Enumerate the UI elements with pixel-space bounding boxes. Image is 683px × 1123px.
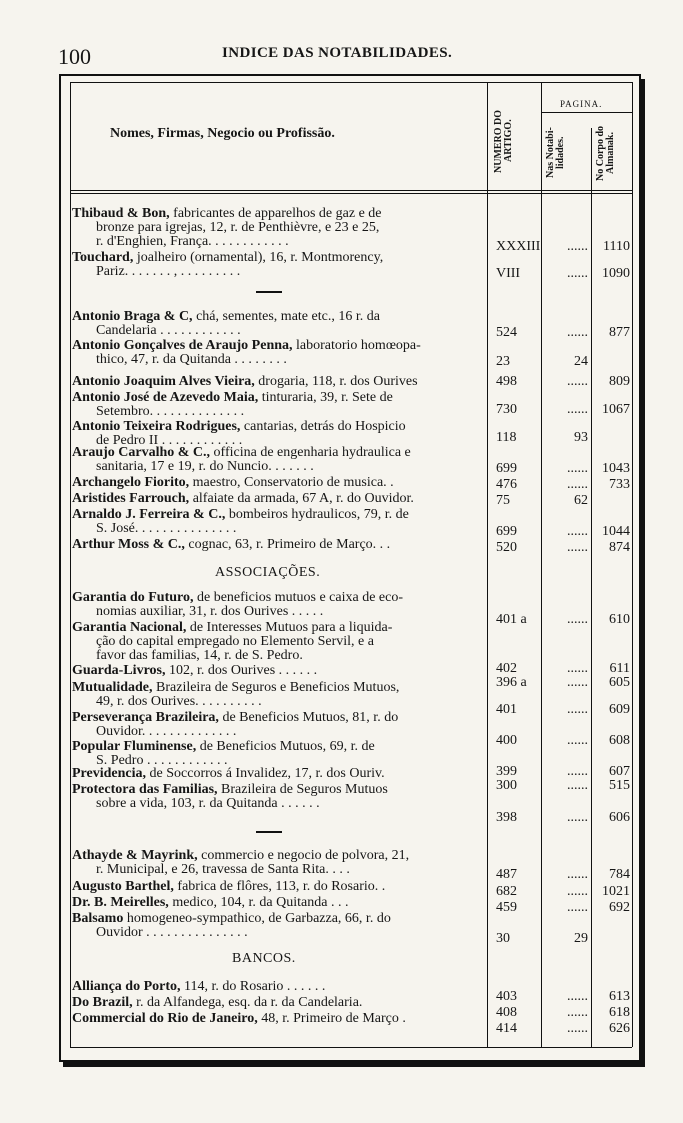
artigo-number: 118	[496, 430, 517, 445]
almanak-page: 809	[609, 374, 630, 389]
entry-description: de Soccorros á Invalidez, 17, r. dos Ouriv.	[146, 767, 385, 781]
entry-name: Dr. B. Meirelles,	[72, 896, 169, 910]
entry-line	[96, 405, 244, 419]
artigo-number: 75	[496, 493, 510, 508]
entry-description: fabrica de flôres, 113, r. do Rosario. .	[173, 880, 386, 894]
artigo-number: 400	[496, 733, 517, 748]
artigo-number: 401 a	[496, 612, 527, 627]
entry-line	[72, 740, 375, 754]
entry-name: Archangelo Fiorito,	[72, 476, 190, 490]
entry-line	[72, 446, 411, 460]
entry-line	[72, 849, 409, 863]
entry-description: S. José. . . . . . . . . . . . . . .	[96, 522, 237, 536]
entry-line	[72, 681, 399, 695]
entry-name: Alliança do Porto,	[72, 980, 181, 994]
artigo-number: 300	[496, 778, 517, 793]
entry-line	[72, 591, 403, 605]
entry-line	[72, 711, 398, 725]
artigo-number: 476	[496, 477, 517, 492]
entry-description: r. da Alfandega, esq. da r. da Candelaria.	[132, 996, 363, 1010]
entry-description: de Beneficios Mutuos, 81, r. do	[218, 711, 399, 725]
entry-description: r. Municipal, e 26, travessa de Santa Rita. . . .	[96, 863, 350, 877]
notabilidades-page: ......	[567, 884, 588, 899]
entry-name: Garantia Nacional,	[72, 621, 187, 635]
section-associacoes: ASSOCIAÇÕES.	[215, 565, 321, 580]
entry-line	[72, 912, 391, 926]
entry-line	[72, 664, 317, 678]
artigo-number: 401	[496, 702, 517, 717]
entry-description: bombeiros hydraulicos, 79, r. de	[225, 508, 409, 522]
almanak-page: 1090	[602, 266, 630, 281]
notabilidades-page: ......	[567, 764, 588, 779]
almanak-page: 607	[609, 764, 630, 779]
entry-description: homogeneo-sympathico, de Garbazza, 66, r. do	[123, 912, 391, 926]
entry-description: favor das familias, 14, r. de S. Pedro.	[96, 649, 303, 663]
entry-line	[72, 880, 385, 894]
entry-line	[72, 339, 421, 353]
entry-name: Araujo Carvalho & C.,	[72, 446, 211, 460]
notabilidades-page: ......	[567, 661, 588, 676]
header-notabilidades: Nas Notabi-lidades.	[545, 127, 566, 179]
entry-name: Commercial do Rio de Janeiro,	[72, 1012, 258, 1026]
notabilidades-page: ......	[567, 325, 588, 340]
entry-description: Pariz. . . . . . . , . . . . . . . . .	[96, 265, 241, 279]
entry-name: Balsamo	[72, 912, 124, 926]
notabilidades-page: ......	[567, 778, 588, 793]
notabilidades-page: ......	[567, 702, 588, 717]
artigo-number: 730	[496, 402, 517, 417]
notabilidades-page: ......	[567, 867, 588, 882]
page-number: 100	[58, 44, 91, 69]
almanak-page: 609	[609, 702, 630, 717]
almanak-page: 515	[609, 778, 630, 793]
entry-line	[72, 996, 362, 1010]
entry-description: r. d'Enghien, França. . . . . . . . . . . .	[96, 235, 289, 249]
artigo-number: 23	[496, 354, 510, 369]
almanak-page: 1110	[603, 239, 630, 254]
entry-line	[96, 725, 236, 739]
entry-line	[72, 251, 383, 265]
artigo-number: 682	[496, 884, 517, 899]
entry-name: Antonio Joaquim Alves Vieira,	[72, 375, 255, 389]
entry-line	[96, 221, 379, 235]
entry-description: tinturaria, 39, r. Sete de	[258, 391, 393, 405]
notabilidades-page: ......	[567, 810, 588, 825]
artigo-number: XXXIII	[496, 239, 541, 254]
entry-name: Athayde & Mayrink,	[72, 849, 198, 863]
almanak-page: 608	[609, 733, 630, 748]
entry-description: maestro, Conservatorio de musica. .	[189, 476, 394, 490]
entry-line	[72, 508, 409, 522]
entry-name: Garantia do Futuro,	[72, 591, 194, 605]
entry-description: fabricantes de apparelhos de gaz e de	[169, 207, 382, 221]
entry-description: 114, r. do Rosario . . . . . .	[180, 980, 326, 994]
entry-description: Ouvidor . . . . . . . . . . . . . . .	[96, 926, 248, 940]
inner-right-rule	[632, 82, 633, 1047]
entry-description: commercio e negocio de polvora, 21,	[197, 849, 410, 863]
entry-description: thico, 47, r. da Quitanda . . . . . . . .	[96, 353, 287, 367]
almanak-page: 626	[609, 1021, 630, 1036]
entry-description: Brazileira de Seguros e Beneficios Mutuos,	[152, 681, 400, 695]
entry-line	[72, 621, 392, 635]
entry-line	[72, 391, 393, 405]
artigo-number: 498	[496, 374, 517, 389]
entry-line	[96, 324, 241, 338]
artigo-number: 30	[496, 931, 510, 946]
header-pagina: PAGINA.	[560, 99, 603, 109]
entry-description: ção do capital empregado no Elemento Servil, e a	[96, 635, 374, 649]
entry-name: Previdencia,	[72, 767, 147, 781]
group-divider	[256, 291, 282, 293]
almanak-page: 874	[609, 540, 630, 555]
entry-line	[96, 605, 323, 619]
almanak-page: 605	[609, 675, 630, 690]
notabilidades-page: ......	[567, 239, 588, 254]
running-title: INDICE DAS NOTABILIDADES.	[222, 45, 453, 61]
notabilidades-page: ......	[567, 900, 588, 915]
entry-line	[72, 783, 388, 797]
entry-name: Touchard,	[72, 251, 134, 265]
notabilidades-page: ......	[567, 989, 588, 1004]
entry-line	[96, 863, 350, 877]
notabilidades-page: ......	[567, 374, 588, 389]
almanak-page: 613	[609, 989, 630, 1004]
entry-name: Popular Fluminense,	[72, 740, 197, 754]
entry-line	[96, 754, 227, 768]
artigo-number: 459	[496, 900, 517, 915]
entry-line	[96, 265, 240, 279]
inner-bottom-rule	[70, 1047, 632, 1048]
notabilidades-page: ......	[567, 524, 588, 539]
entry-line	[72, 980, 325, 994]
entry-line	[72, 476, 394, 490]
entry-name: Augusto Barthel,	[72, 880, 174, 894]
entry-line	[96, 926, 248, 940]
entry-line	[96, 522, 236, 536]
entry-description: alfaiate da armada, 67 A, r. do Ouvidor.	[189, 492, 414, 506]
col-rule-names	[487, 82, 488, 1047]
notabilidades-page: ......	[567, 675, 588, 690]
entry-description: Brazileira de Seguros Mutuos	[217, 783, 388, 797]
entry-description: officina de engenharia hydraulica e	[210, 446, 411, 460]
entry-name: Aristides Farrouch,	[72, 492, 190, 506]
entry-line	[96, 649, 303, 663]
entry-description: Ouvidor. . . . . . . . . . . . . .	[96, 725, 237, 739]
entry-name: Perseverança Brazileira,	[72, 711, 219, 725]
notabilidades-page: ......	[567, 461, 588, 476]
entry-name: Guarda-Livros,	[72, 664, 166, 678]
entry-name: Protectora das Familias,	[72, 783, 218, 797]
artigo-number: 403	[496, 989, 517, 1004]
notabilidades-page: ......	[567, 612, 588, 627]
entry-name: Do Brazil,	[72, 996, 133, 1010]
almanak-page: 618	[609, 1005, 630, 1020]
almanak-page: 877	[609, 325, 630, 340]
artigo-number: VIII	[496, 266, 521, 281]
entry-line	[96, 695, 262, 709]
inner-top-rule	[70, 82, 632, 83]
almanak-page: 784	[609, 867, 630, 882]
header-rule-double	[70, 193, 632, 194]
artigo-number: 398	[496, 810, 517, 825]
col-rule-artigo	[541, 82, 542, 1047]
almanak-page: 1021	[602, 884, 630, 899]
almanak-page: 1044	[602, 524, 630, 539]
notabilidades-page: ......	[567, 266, 588, 281]
entry-line	[72, 310, 380, 324]
entry-line	[72, 767, 385, 781]
artigo-number: 399	[496, 764, 517, 779]
entry-description: de Pedro II . . . . . . . . . . . .	[96, 434, 243, 448]
entry-line	[72, 420, 406, 434]
almanak-page: 611	[609, 661, 630, 676]
artigo-number: 524	[496, 325, 517, 340]
col-rule-notab	[591, 128, 592, 1047]
artigo-number: 487	[496, 867, 517, 882]
entry-description: joalheiro (ornamental), 16, r. Montmorency,	[133, 251, 384, 265]
entry-name: Antonio José de Azevedo Maia,	[72, 391, 259, 405]
inner-left-rule	[70, 82, 71, 1047]
entry-line	[96, 635, 374, 649]
pagina-rule	[541, 112, 632, 113]
entry-name: Thibaud & Bon,	[72, 207, 170, 221]
notabilidades-page: 62	[574, 493, 588, 508]
entry-description: sobre a vida, 103, r. da Quitanda . . . . . .	[96, 797, 320, 811]
notabilidades-page: 24	[574, 354, 588, 369]
almanak-page: 610	[609, 612, 630, 627]
entry-description: de Beneficios Mutuos, 69, r. de	[196, 740, 375, 754]
notabilidades-page: ......	[567, 402, 588, 417]
notabilidades-page: ......	[567, 540, 588, 555]
almanak-page: 733	[609, 477, 630, 492]
artigo-number: 699	[496, 524, 517, 539]
entry-description: nomias auxiliar, 31, r. dos Ourives . . . . .	[96, 605, 324, 619]
notabilidades-page: ......	[567, 477, 588, 492]
almanak-page: 606	[609, 810, 630, 825]
entry-line	[72, 492, 414, 506]
entry-line	[72, 896, 348, 910]
entry-description: 49, r. dos Ourives. . . . . . . . . .	[96, 695, 262, 709]
entry-line	[72, 375, 418, 389]
entry-name: Antonio Gonçalves de Araujo Penna,	[72, 339, 293, 353]
entry-line	[96, 353, 287, 367]
entry-description: S. Pedro . . . . . . . . . . . .	[96, 754, 228, 768]
entry-name: Antonio Teixeira Rodrigues,	[72, 420, 241, 434]
entry-name: Arthur Moss & C.,	[72, 538, 185, 552]
entry-description: bronze para igrejas, 12, r. de Penthièvre, e 23 e 25,	[96, 221, 380, 235]
entry-name: Arnaldo J. Ferreira & C.,	[72, 508, 226, 522]
notabilidades-page: 29	[574, 931, 588, 946]
entry-name: Mutualidade,	[72, 681, 153, 695]
entry-name: Antonio Braga & C,	[72, 310, 193, 324]
entry-description: Candelaria . . . . . . . . . . . .	[96, 324, 241, 338]
almanak-page: 1067	[602, 402, 630, 417]
entry-description: 102, r. dos Ourives . . . . . .	[165, 664, 318, 678]
notabilidades-page: ......	[567, 733, 588, 748]
header-almanak: No Corpo do Almanak.	[595, 125, 616, 181]
notabilidades-page: ......	[567, 1005, 588, 1020]
entry-description: sanitaria, 17 e 19, r. do Nuncio. . . . . . .	[96, 460, 314, 474]
artigo-number: 396 a	[496, 675, 527, 690]
entry-line	[72, 207, 382, 221]
entry-description: 48, r. Primeiro de Março .	[257, 1012, 406, 1026]
header-artigo: NUMERO DO ARTIGO.	[493, 109, 514, 173]
entry-description: de Interesses Mutuos para a liquida-	[186, 621, 393, 635]
artigo-number: 414	[496, 1021, 517, 1036]
artigo-number: 408	[496, 1005, 517, 1020]
entry-description: medico, 104, r. da Quitanda . . .	[168, 896, 349, 910]
entry-description: cognac, 63, r. Primeiro de Março. . .	[184, 538, 391, 552]
entry-line	[96, 235, 289, 249]
entry-description: chá, sementes, mate etc., 16 r. da	[192, 310, 380, 324]
section-bancos: BANCOS.	[232, 951, 296, 966]
header-names: Nomes, Firmas, Negocio ou Profissão.	[110, 126, 335, 141]
artigo-number: 520	[496, 540, 517, 555]
entry-line	[72, 1012, 406, 1026]
entry-line	[72, 538, 390, 552]
entry-description: de beneficios mutuos e caixa de eco-	[193, 591, 404, 605]
entry-description: drogaria, 118, r. dos Ourives	[254, 375, 418, 389]
entry-description: Setembro. . . . . . . . . . . . . .	[96, 405, 245, 419]
entry-description: laboratorio homœopa-	[292, 339, 421, 353]
notabilidades-page: ......	[567, 1021, 588, 1036]
entry-line	[96, 797, 320, 811]
almanak-page: 692	[609, 900, 630, 915]
entry-line	[96, 460, 314, 474]
artigo-number: 699	[496, 461, 517, 476]
artigo-number: 402	[496, 661, 517, 676]
header-rule	[70, 190, 632, 191]
almanak-page: 1043	[602, 461, 630, 476]
entry-description: cantarias, detrás do Hospicio	[240, 420, 406, 434]
group-divider	[256, 831, 282, 833]
notabilidades-page: 93	[574, 430, 588, 445]
